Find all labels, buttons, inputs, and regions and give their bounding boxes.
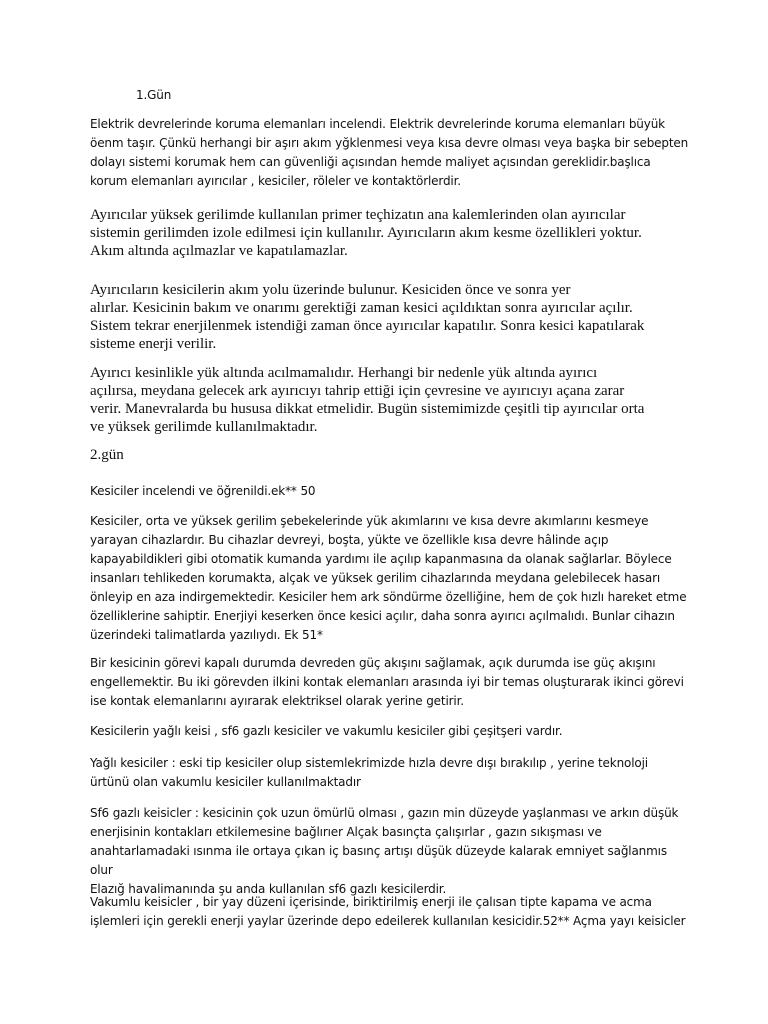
paragraph-breakers-definition: Kesiciler, orta ve yüksek gerilim şebekelerinde yük akımlarını ve kısa devre akımlarını kesmeye yarayan cihazlardır. Bu cihazlar devreyi, boşta, yükte ve özellikle kısa devre hâlinde açıp kapayabildikleri gibi otomatik kumanda yardımı ile açılıp kapanmasına da olanak sağlarlar. Böylece insanları tehlikeden korumakta, alçak ve yüksek gerilim cihazlarında meydana gelebilecek hasarı önleyip en aza indirgemektedir. Kesiciler hem ark söndürme özelliğine, hem de çok hızlı hareket etme özelliklerine sahiptir. Enerjiyi keserken önce kesici açılır, daha sonra ayırıcı açılmalıdı. Bunlar cihazın üzerindeki talimatlarda yazılıydı. Ek 51* <box>90 514 687 642</box>
paragraph-disconnectors-intro: Ayırıcılar yüksek gerilimde kullanılan primer teçhizatın ana kalemlerinden olan ayırıcılar sistemin gerilimden izole edilmesi için kullanılır. Ayırıcıların akım kesme özellikleri yoktur. Akım altında açılmazlar ve kapatılamazlar. <box>90 207 642 259</box>
paragraph-breakers-studied: Kesiciler incelendi ve öğrenildi.ek** 50 <box>90 484 316 498</box>
paragraph-breaker-function: Bir kesicinin görevi kapalı durumda devreden güç akışını sağlamak, açık durumda ise güç akışını engellemektir. Bu iki görevden ilkini kontak elemanları arasında iyi bir temas oluşturarak ikinci görevi ise kontak elemanlarını ayırarak elektriksel olarak yerine getirir. <box>90 656 684 708</box>
day1-heading: 1.Gün <box>136 88 172 102</box>
paragraph-protection-elements: Elektrik devrelerinde koruma elemanları incelendi. Elektrik devrelerinde koruma elemanları büyük öenm taşır. Çünkü herhangi bir aşırı akım yğklenmesi veya kısa devre olması veya başka bir sebepten dolayı sistemi korumak hem can güvenliği açısından hemde maliyet açısından gereklidir.başlıca korum elemanları ayırıcılar , kesiciler, röleler ve kontaktörlerdir. <box>90 117 689 188</box>
paragraph-vacuum-breakers: Vakumlu keisicler , bir yay düzeni içerisinde, biriktirilmiş enerji ile çalısan tipte kapama ve acma işlemleri için gerekli enerji yaylar üzerinde depo edeilerek kullanılan kesicidir.52** Açma yayı keisicler <box>90 895 686 928</box>
day2-heading: 2.gün <box>90 447 124 463</box>
paragraph-sf6-breakers: Sf6 gazlı keisicler : kesicinin çok uzun ömürlü olması , gazın min düzeyde yaşlanması ve arkın düşük enerjisinin kontakları etkilemesine bağlırıer Alçak basınçta çalışırlar , gazın sıkışması ve anahtarlamadaki ısınma ile ortaya çıkan iç basınç artışı düşük düzeyde kalarak emniyet sağlanmıs olur Elazığ havalimanında şu anda kullanılan sf6 gazlı kesicilerdir. <box>90 806 679 896</box>
paragraph-disconnectors-position: Ayırıcıların kesicilerin akım yolu üzerinde bulunur. Kesiciden önce ve sonra yer alırlar. Kesicinin bakım ve onarımı gerektiği zaman kesici açıldıktan sonra ayırıcılar açılır. Sistem tekrar enerjilenmek istendiği zaman önce ayırıcılar kapatılır. Sonra kesici kapatılarak sisteme enerji verilir. <box>90 282 645 352</box>
paragraph-oil-breakers: Yağlı kesiciler : eski tip kesiciler olup sistemlekrimizde hızla devre dışı bırakılıp , yerine teknoloji ürtünü olan vakumlu kesiciler kullanılmaktadır <box>90 756 648 789</box>
paragraph-breaker-types: Kesicilerin yağlı keisi , sf6 gazlı kesiciler ve vakumlu kesiciler gibi çeşitşeri vardır. <box>90 724 563 738</box>
paragraph-disconnectors-load: Ayırıcı kesinlikle yük altında acılmamalıdır. Herhangi bir nedenle yük altında ayırıcı açılırsa, meydana gelecek ark ayırıcıyı tahrip ettiği için çevresine ve ayırıcıyı açana zarar verir. Manevralarda bu hususa dikkat etmelidir. Bugün sistemimizde çeşitli tip ayırıcılar orta ve yüksek gerilimde kullanılmaktadır. <box>90 365 645 435</box>
